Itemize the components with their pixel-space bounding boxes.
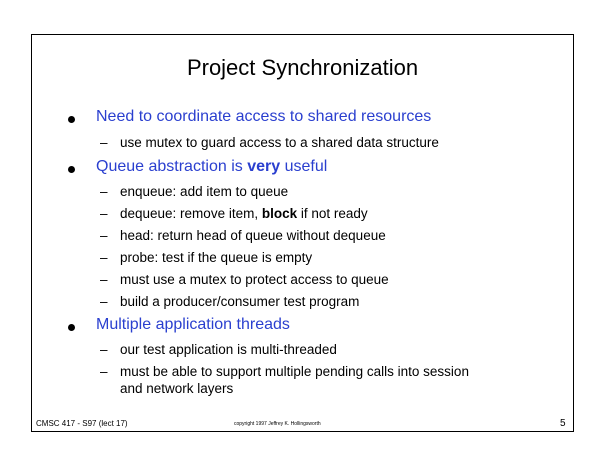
footer-course: CMSC 417 - S97 (lect 17) — [36, 419, 128, 428]
bullet-dot-icon — [68, 166, 75, 173]
bullet-dot-icon — [68, 116, 75, 123]
slide-title: Project Synchronization — [186, 55, 419, 80]
footer-copyright: copyright 1997 Jeffrey K. Hollingsworth — [234, 421, 321, 427]
bullet-dot-icon — [68, 324, 75, 331]
page-number: 5 — [560, 418, 566, 429]
